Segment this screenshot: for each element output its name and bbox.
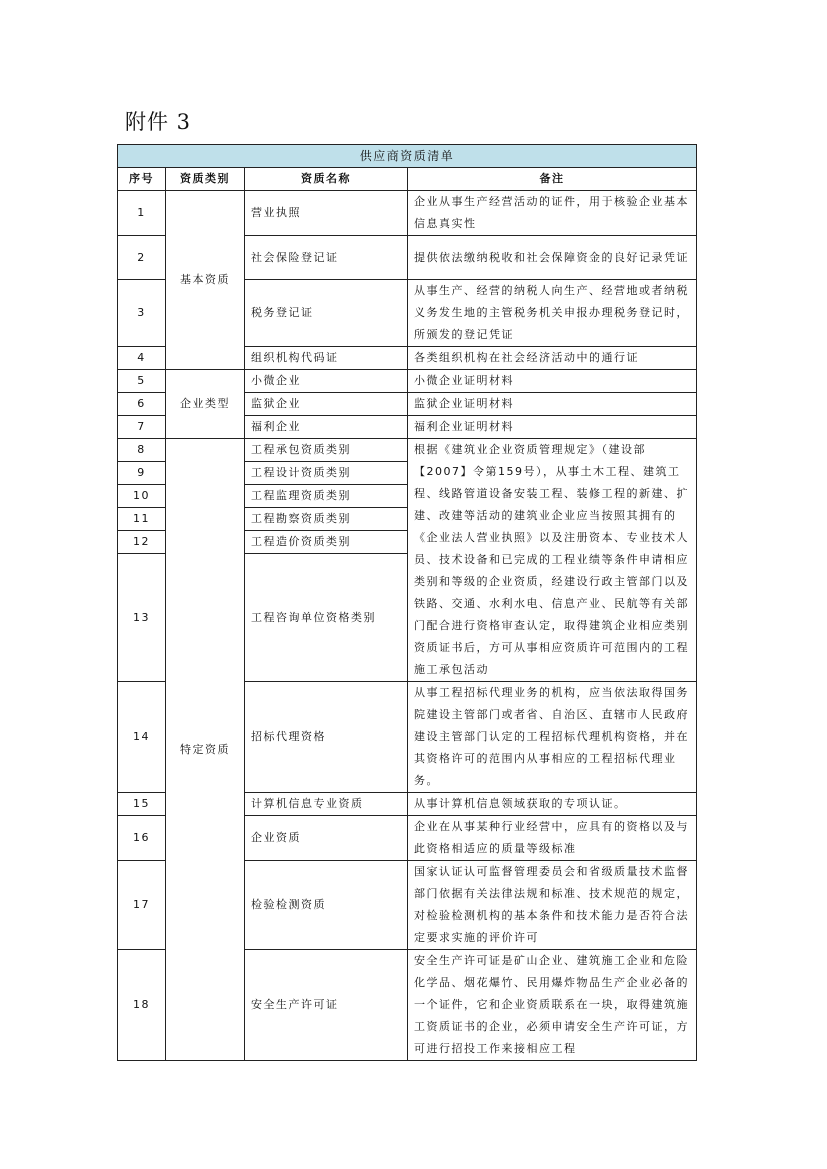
row-name: 计算机信息专业资质: [245, 793, 408, 816]
table-row: [118, 370, 697, 393]
row-name: 工程承包资质类别: [245, 439, 408, 462]
header-no: 序号: [118, 168, 166, 191]
row-no: 14: [118, 682, 166, 793]
row-no: 4: [118, 347, 166, 370]
header-category: 资质类别: [166, 168, 245, 191]
row-no: 11: [118, 508, 166, 531]
row-no: 9: [118, 462, 166, 485]
row-no: 7: [118, 416, 166, 439]
row-note: 福利企业证明材料: [408, 416, 697, 439]
row-name: 企业资质: [245, 816, 408, 861]
row-no: 3: [118, 280, 166, 347]
table-row: [118, 191, 697, 236]
row-no: 10: [118, 485, 166, 508]
row-no: 6: [118, 393, 166, 416]
row-no: 12: [118, 531, 166, 554]
row-note: 提供依法缴纳税收和社会保障资金的良好记录凭证: [408, 236, 697, 280]
category-enterprise-type: 企业类型: [166, 370, 245, 439]
row-name: 工程设计资质类别: [245, 462, 408, 485]
header-note: 备注: [408, 168, 697, 191]
row-name: 小微企业: [245, 370, 408, 393]
row-note: 企业从事生产经营活动的证件，用于核验企业基本信息真实性: [408, 191, 697, 236]
row-no: 8: [118, 439, 166, 462]
row-no: 1: [118, 191, 166, 236]
row-name: 招标代理资格: [245, 682, 408, 793]
row-name: 福利企业: [245, 416, 408, 439]
row-note: 各类组织机构在社会经济活动中的通行证: [408, 347, 697, 370]
row-name: 营业执照: [245, 191, 408, 236]
row-no: 18: [118, 950, 166, 1061]
table-row: [118, 439, 697, 462]
row-no: 13: [118, 554, 166, 682]
row-name: 组织机构代码证: [245, 347, 408, 370]
row-name: 检验检测资质: [245, 861, 408, 950]
row-name: 社会保险登记证: [245, 236, 408, 280]
row-note: 从事工程招标代理业务的机构，应当依法取得国务院建设主管部门或者省、自治区、直辖市人民政府建设主管部门认定的工程招标代理机构资格，并在其资格许可的范围内从事相应的工程招标代理业务。: [408, 682, 697, 793]
row-note: 从事计算机信息领域获取的专项认证。: [408, 793, 697, 816]
row-no: 17: [118, 861, 166, 950]
row-note: 企业在从事某种行业经营中，应具有的资格以及与此资格相适应的质量等级标准: [408, 816, 697, 861]
row-name: 工程监理资质类别: [245, 485, 408, 508]
row-note: 监狱企业证明材料: [408, 393, 697, 416]
header-name: 资质名称: [245, 168, 408, 191]
row-name: 税务登记证: [245, 280, 408, 347]
attachment-label: 附件 3: [125, 110, 192, 134]
row-no: 16: [118, 816, 166, 861]
row-note: 安全生产许可证是矿山企业、建筑施工企业和危险化学品、烟花爆竹、民用爆炸物品生产企业必备的一个证件，它和企业资质联系在一块，取得建筑施工资质证书的企业，必须申请安全生产许可证，方可进行招投工作来接相应工程: [408, 950, 697, 1061]
row-name: 工程勘察资质类别: [245, 508, 408, 531]
row-note: 从事生产、经营的纳税人向生产、经营地或者纳税义务发生地的主管税务机关申报办理税务登记时，所颁发的登记凭证: [408, 280, 697, 347]
row-note: 小微企业证明材料: [408, 370, 697, 393]
row-name: 监狱企业: [245, 393, 408, 416]
category-basic: 基本资质: [166, 191, 245, 370]
table-title: 供应商资质清单: [118, 145, 697, 168]
category-specific: 特定资质: [166, 439, 245, 1061]
row-no: 5: [118, 370, 166, 393]
row-name: 安全生产许可证: [245, 950, 408, 1061]
header-row: [118, 168, 697, 191]
row-no: 2: [118, 236, 166, 280]
row-name: 工程咨询单位资格类别: [245, 554, 408, 682]
supplier-qualification-table: [117, 144, 697, 1061]
row-note: 根据《建筑业企业资质管理规定》（建设部【2007】令第159号），从事土木工程、建筑工程、线路管道设备安装工程、装修工程的新建、扩建、改建等活动的建筑业企业应当按照其拥有的《企业法人营业执照》以及注册资本、专业技术人员、技术设备和已完成的工程业绩等条件申请相应类别和等级的企业资质，经建设行政主管部门以及铁路、交通、水利水电、信息产业、民航等有关部门配合进行资格审查认定，取得建筑企业相应类别资质证书后，方可从事相应资质许可范围内的工程施工承包活动: [408, 439, 697, 682]
row-no: 15: [118, 793, 166, 816]
row-note: 国家认证认可监督管理委员会和省级质量技术监督部门依据有关法律法规和标准、技术规范的规定，对检验检测机构的基本条件和技术能力是否符合法定要求实施的评价许可: [408, 861, 697, 950]
row-name: 工程造价资质类别: [245, 531, 408, 554]
